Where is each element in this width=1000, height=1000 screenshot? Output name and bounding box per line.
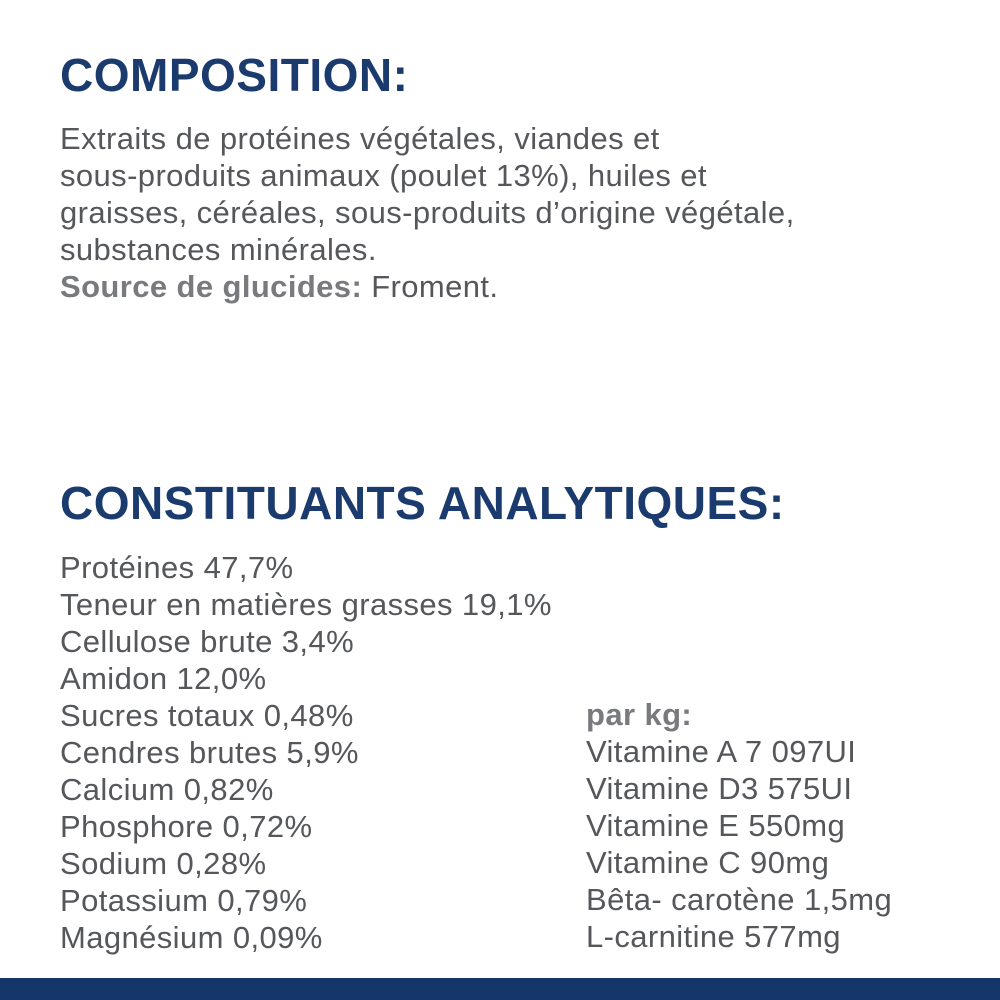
composition-text [60,120,795,305]
nutrient-line: Protéines 47,7% [60,550,294,585]
vitamin-line: L-carnitine 577mg [586,919,841,954]
carb-source-label: Source de glucides: [60,269,363,304]
composition-line: sous-produits animaux (poulet 13%), huiles et [60,158,707,193]
analytical-heading: CONSTITUANTS ANALYTIQUES: [60,477,785,529]
carb-source-value: Froment. [371,269,499,304]
nutrient-list [60,549,552,956]
vitamin-line: Vitamine A 7 097UI [586,734,857,769]
nutrient-line: Cendres brutes 5,9% [60,735,359,770]
composition-line: substances minérales. [60,232,377,267]
carb-source-line [60,268,795,305]
nutrient-line: Sodium 0,28% [60,846,267,881]
composition-heading: COMPOSITION: [60,49,409,101]
nutrient-line: Cellulose brute 3,4% [60,624,355,659]
nutrient-line: Phosphore 0,72% [60,809,313,844]
per-kg-list [586,696,892,955]
nutrient-line: Teneur en matières grasses 19,1% [60,587,552,622]
vitamin-line: Bêta- carotène 1,5mg [586,882,893,917]
per-kg-label: par kg: [586,697,693,732]
vitamin-line: Vitamine D3 575UI [586,771,853,806]
footer-bar [0,978,1000,1000]
nutrient-line: Calcium 0,82% [60,772,274,807]
nutrient-line: Potassium 0,79% [60,883,308,918]
nutrient-line: Sucres totaux 0,48% [60,698,354,733]
composition-line: Extraits de protéines végétales, viandes et [60,121,660,156]
composition-line: graisses, céréales, sous-produits d’origine végétale, [60,195,795,230]
nutrient-line: Magnésium 0,09% [60,920,323,955]
nutrient-line: Amidon 12,0% [60,661,267,696]
vitamin-line: Vitamine E 550mg [586,808,846,843]
vitamin-line: Vitamine C 90mg [586,845,830,880]
